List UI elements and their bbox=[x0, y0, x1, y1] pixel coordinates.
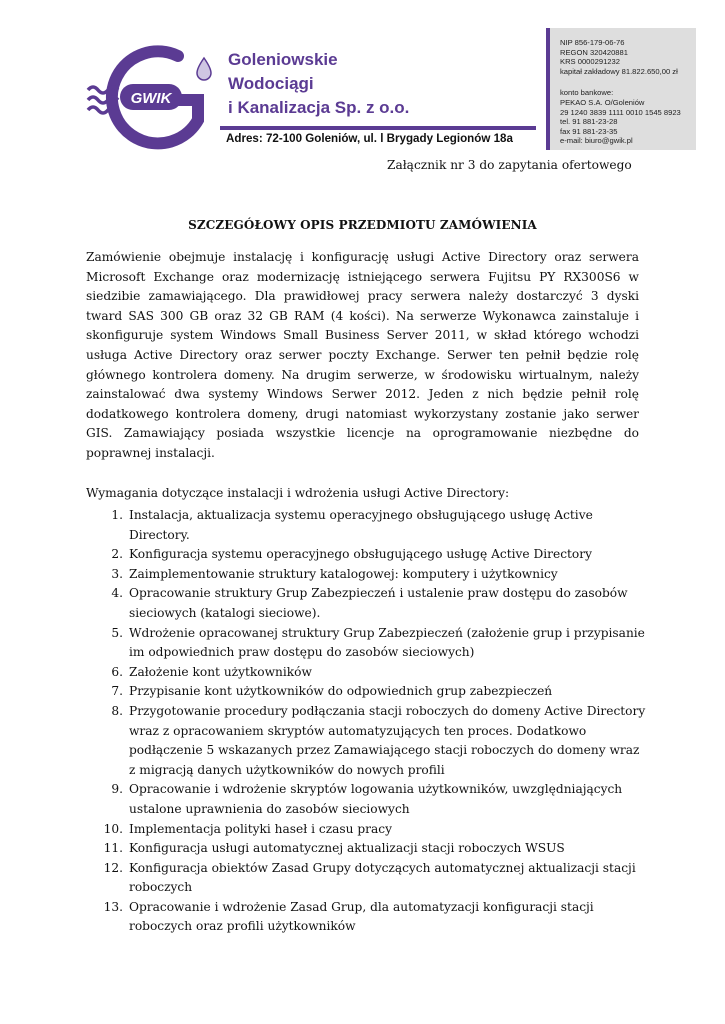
company-name-line-2: Wodociągi bbox=[228, 74, 314, 93]
requirements-list bbox=[86, 506, 646, 937]
gwik-logo-icon bbox=[86, 38, 226, 150]
fax: fax 91 881-23-35 bbox=[560, 126, 618, 136]
list-item: 7. Przypisanie kont użytkowników do odpowiednich grup zabezpieczeń bbox=[111, 684, 553, 699]
list-item: 4. Opracowanie struktury Grup Zabezpieczeń i ustalenie praw dostępu do zasobów sieciowych (katalogi sieciowe). bbox=[111, 586, 628, 620]
company-name-line-3: i Kanalizacja Sp. z o.o. bbox=[228, 98, 410, 117]
list-item: 12. Konfiguracja obiektów Zasad Grupy dotyczących automatycznej aktualizacji stacji roboczych bbox=[103, 860, 636, 895]
list-item: 2. Konfiguracja systemu operacyjnego obsługującego usługę Active Directory bbox=[111, 547, 592, 562]
list-item: 5. Wdrożenie opracowanej struktury Grup Zabezpieczeń (założenie grup i przypisanie im odpowiednich praw dostępu do zasobów sieciowych) bbox=[111, 625, 645, 660]
bank-label: konto bankowe: bbox=[560, 88, 614, 98]
company-address: Adres: 72-100 Goleniów, ul. l Brygady Legionów 18a bbox=[226, 132, 513, 145]
list-item: 8. Przygotowanie procedury podłączania stacji roboczych do domeny Active Directory wraz z opracowaniem skryptów automatyzujących ten proces. Dodatkowo podłączenie 5 wskazanych przez Zamawiającego stacji roboczych do domeny wraz z migracją danych użytkowników do nowych profili bbox=[111, 703, 646, 777]
list-item: 9. Opracowanie i wdrożenie skryptów logowania użytkowników, uwzględniających ustalone uprawnienia do zasobów sieciowych bbox=[111, 782, 623, 816]
email[interactable]: e-mail: biuro@gwik.pl bbox=[560, 136, 633, 146]
regon: REGON 320420881 bbox=[560, 47, 628, 57]
krs: KRS 0000291232 bbox=[560, 57, 620, 67]
company-name-line-1: Goleniowskie bbox=[228, 50, 338, 69]
list-item: 13. Opracowanie i wdrożenie Zasad Grup, dla automatyzacji konfiguracji stacji roboczych oraz profili użytkowników bbox=[103, 899, 594, 934]
share-capital: kapitał zakładowy 81.822.650,00 zł bbox=[560, 66, 678, 76]
requirements-intro: Wymagania dotyczące instalacji i wdrożenia usługi Active Directory: bbox=[86, 486, 510, 500]
list-item: 6. Założenie kont użytkowników bbox=[111, 664, 312, 679]
document-title: SZCZEGÓŁOWY OPIS PRZEDMIOTU ZAMÓWIENIA bbox=[188, 218, 537, 232]
bank-account: 29 1240 3839 1111 0010 1545 8923 bbox=[560, 107, 681, 117]
annex-label: Załącznik nr 3 do zapytania ofertowego bbox=[387, 158, 632, 172]
nip: NIP 856-179-06-76 bbox=[560, 38, 625, 47]
list-item: 1. Instalacja, aktualizacja systemu operacyjnego obsługującego usługę Active Directory. bbox=[111, 508, 593, 542]
bank-name: PEKAO S.A. O/Goleniów bbox=[560, 97, 645, 107]
header-divider bbox=[220, 126, 536, 130]
company-info-box bbox=[546, 28, 696, 150]
list-item: 10. Implementacja polityki haseł i czasu pracy bbox=[103, 821, 392, 836]
list-item: 11. Konfiguracja usługi automatycznej aktualizacji stacji roboczych WSUS bbox=[103, 841, 565, 856]
description-paragraph: Zamówienie obejmuje instalację i konfigurację usługi Active Directory oraz serwera Microsoft Exchange oraz modernizację istniejącego serwera Fujitsu PY RX300S6 w siedzibie zamawiającego. Dla prawidłowej pracy serwera należy dostarczyć 3 dyski tward SAS 300 GB oraz 32 GB RAM (4 kości). Na serwerze Wykonawca zainstaluje i skonfiguruje system Windows Small Business Server 2011, w skład którego wchodzi usługa Active Directory oraz serwer poczty Exchange. Serwer ten pełnił będzie rolę głównego kontrolera domeny. Na drugim serwerze, w środowisku wirtualnym, należy zainstalować dwa systemy Windows Serwer 2012. Jeden z nich będzie pełnił rolę dodatkowego kontrolera domeny, drugi natomiast wykorzystany zostanie jako serwer GIS. Zamawiający posiada wszystkie licencje na oprogramowanie niezbędne do poprawnej instalacji. bbox=[86, 250, 639, 460]
logo-text: GWIK bbox=[130, 90, 172, 107]
list-item: 3. Zaimplementowanie struktury katalogowej: komputery i użytkownicy bbox=[111, 566, 558, 581]
phone: tel. 91 881-23-28 bbox=[560, 117, 618, 127]
